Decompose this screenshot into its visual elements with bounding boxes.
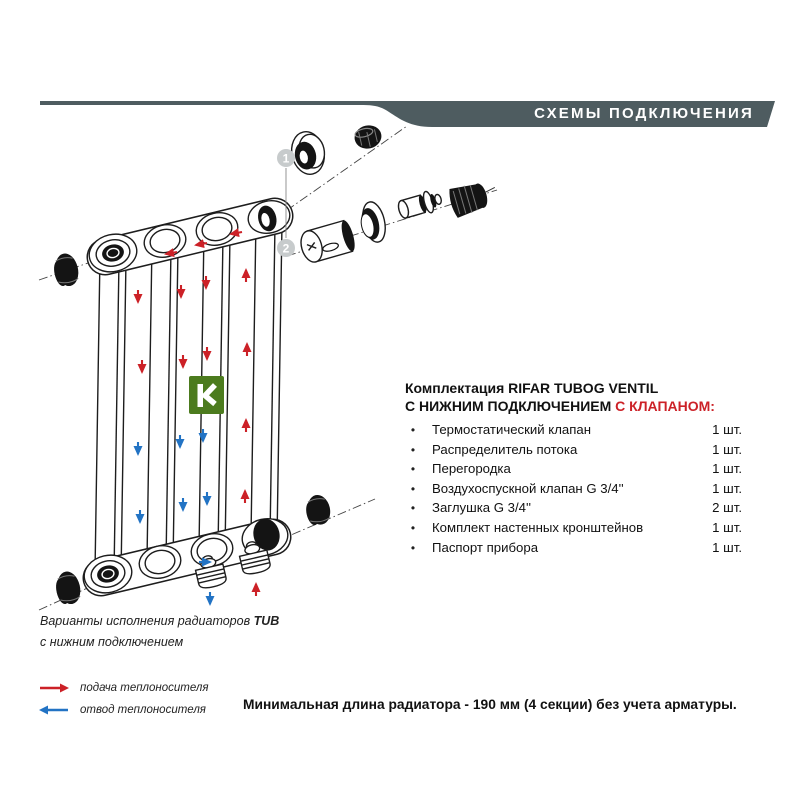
legend-supply-row: [38, 677, 209, 699]
legend-supply-label: подача теплоносителя: [80, 682, 209, 694]
caption-line1: [40, 611, 279, 632]
diagram-caption: [40, 611, 279, 653]
bullet-icon: •: [410, 481, 416, 496]
item-qty: 1 шт.: [712, 480, 742, 496]
return-arrow-icon: [38, 704, 70, 716]
title-black-part: С НИЖНИМ ПОДКЛЮЧЕНИЕМ: [405, 398, 616, 414]
legend-return-row: [38, 699, 209, 721]
bullet-icon: •: [410, 423, 416, 437]
brand-logo: [189, 376, 224, 414]
svg-text:2: 2: [282, 241, 290, 256]
footer-note: Минимальная длина радиатора - 190 мм (4 секции) без учета арматуры.: [243, 697, 737, 712]
page-title: СХЕМЫ ПОДКЛЮЧЕНИЯ: [534, 105, 754, 122]
item-qty: 1 шт.: [712, 441, 742, 457]
item-label: Перегородка: [432, 461, 511, 477]
item-label: Паспорт прибора: [432, 539, 539, 555]
item-label: Комплект настенных кронштейнов: [432, 519, 644, 535]
caption-model: TUB: [253, 614, 280, 628]
flow-legend: [38, 677, 209, 721]
item-qty: 1 шт.: [712, 539, 742, 555]
cap-bottom-right: [303, 493, 333, 528]
air-vent-assembly: [288, 123, 384, 178]
air-vent-cap-icon: [352, 123, 383, 151]
valve-insert: [396, 188, 444, 221]
parts-list-item: [405, 422, 742, 442]
callout-2: [277, 239, 295, 257]
parts-list-title-line2: [405, 397, 742, 415]
bullet-icon: •: [410, 501, 416, 516]
parts-list-items: [405, 422, 742, 559]
caption-text: Варианты исполнения радиаторов: [40, 614, 254, 628]
item-qty: 1 шт.: [712, 461, 742, 477]
cap-bottom-left: [53, 569, 84, 607]
parts-list-title-line1: Комплектация RIFAR TUBOG VENTIL: [405, 380, 659, 396]
parts-list-item: [405, 520, 742, 540]
parts-list: [405, 379, 742, 559]
item-label: Заглушка G 3/4'': [432, 500, 532, 516]
item-qty: 1 шт.: [712, 519, 742, 535]
valve-collar: [357, 200, 389, 245]
bullet-icon: •: [410, 442, 416, 457]
item-qty: 1 шт.: [712, 422, 742, 437]
item-label: Распределитель потока: [432, 441, 578, 457]
item-qty: 2 шт.: [712, 500, 742, 516]
legend-return-label: отвод теплоносителя: [80, 704, 206, 716]
callout-1: [277, 149, 295, 167]
caption-line2: с нижним подключением: [40, 635, 184, 649]
parts-list-item: [405, 500, 742, 520]
item-label: Термостатический клапан: [432, 422, 591, 437]
title-red-part: С КЛАПАНОМ:: [615, 398, 715, 414]
parts-list-item: [405, 461, 742, 481]
bullet-icon: •: [410, 540, 416, 555]
cap-top-left: [51, 251, 82, 289]
parts-list-item: [405, 540, 742, 560]
item-label: Воздухоспускной клапан G 3/4'': [432, 480, 624, 496]
valve-knob-icon: [447, 177, 500, 219]
parts-list-item: [405, 481, 742, 501]
parts-list-item: [405, 442, 742, 462]
bullet-icon: •: [410, 520, 416, 535]
bullet-icon: •: [410, 462, 416, 477]
supply-arrow-icon: [38, 682, 70, 694]
svg-text:1: 1: [282, 151, 290, 166]
